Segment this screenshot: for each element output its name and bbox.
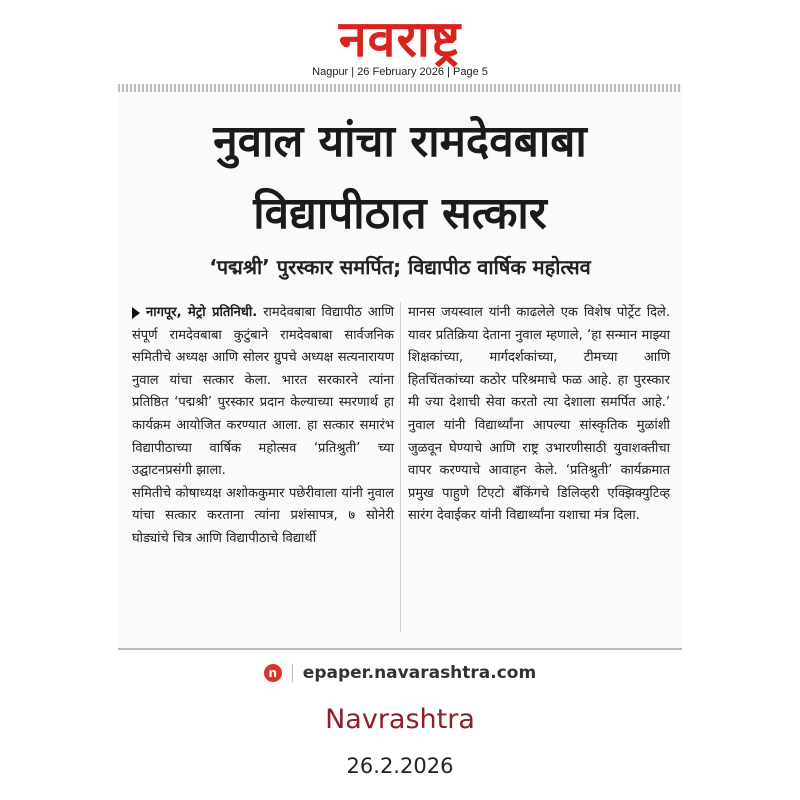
dateline: Nagpur | 26 February 2026 | Page 5 — [312, 66, 488, 78]
newspaper-logo: नवराष्ट्र — [338, 10, 462, 68]
paragraph-3: मानस जयस्वाल यांनी काढलेले एक विशेष पोर्ट्रेट दिले. यावर प्रतिक्रिया देताना नुवाल म्हणाले, ‘हा सन्मान माझ्या शिक्षकांच्या, मार्गदर्शकांच्या, टीमच्या आणि हितचिंतकांच्या कठोर परिश्रमाचे फळ आहे. हा पुरस्कार मी ज्या देशाची सेवा करतो त्या देशाला समर्पित आहे.’ नुवाल यांनी विद्यार्थ्यांना आपल्या सांस्कृतिक मुळांशी जुळवून घेण्याचे आणि राष्ट्र उभारणीसाठी युवाशक्तीचा वापर करण्याचे आवाहन केले. ‘प्रतिश्रुती’ कार्यक्रमात प्रमुख पाहुणे टिएटो बँकिंगचे डिलिव्हरी एक्झिक्युटिव्ह सारंग देवाईकर यांनी विद्यार्थ्यांना यशाचा मंत्र दिला. — [408, 305, 670, 524]
epaper-url[interactable]: epaper.navarashtra.com — [302, 663, 537, 683]
arrow-right-icon — [132, 307, 140, 319]
n-logo-icon: n — [264, 664, 282, 682]
bottom-rule — [118, 648, 682, 650]
subheadline: ‘पद्मश्री’ पुरस्कार समर्पित; विद्यापीठ वार्षिक महोत्सव — [209, 255, 591, 279]
headline-line-1: नुवाल यांचा रामदेवबाबा — [213, 116, 587, 167]
publication-name: Navrashtra — [325, 704, 475, 735]
article-column-right — [408, 302, 670, 528]
footer-brand — [0, 662, 800, 683]
lead-paragraph — [132, 302, 394, 483]
paragraph-2: समितीचे कोषाध्यक्ष अशोककुमार पछेरीवाला यांनी नुवाल यांचा सत्कार करताना त्यांना प्रशंसापत्र, ७ सोनेरी घोड्यांचे चित्र आणि विद्यापीठाचे विद्यार्थी — [132, 485, 394, 546]
article-column-left — [132, 302, 394, 551]
headline-line-2: विद्यापीठात सत्कार — [253, 188, 547, 239]
byline: नागपूर, मेट्रो प्रतिनिधी. — [146, 305, 258, 320]
publication-date: 26.2.2026 — [346, 754, 454, 778]
news-clipping — [118, 84, 682, 650]
column-divider — [400, 302, 401, 632]
paragraph-1-text: रामदेवबाबा विद्यापीठ आणि संपूर्ण रामदेवबाबा कुटुंबाने रामदेवबाबा सार्वजनिक समितीचे अध्यक्ष आणि सोलर ग्रुपचे अध्यक्ष सत्यनारायण नुवाल यांचा सत्कार केला. भारत सरकारने त्यांना प्रतिष्ठित ‘पद्मश्री’ पुरस्कार प्रदान केल्याच्या स्मरणार्थ हा कार्यक्रम आयोजित करण्यात आला. हा सत्कार समारंभ विद्यापीठाच्या वार्षिक महोत्सव ‘प्रतिश्रुती’ च्या उद्घाटनप्रसंगी झाला. — [132, 305, 394, 479]
top-rule — [118, 84, 682, 92]
masthead — [0, 10, 800, 68]
footer-separator — [292, 664, 293, 682]
